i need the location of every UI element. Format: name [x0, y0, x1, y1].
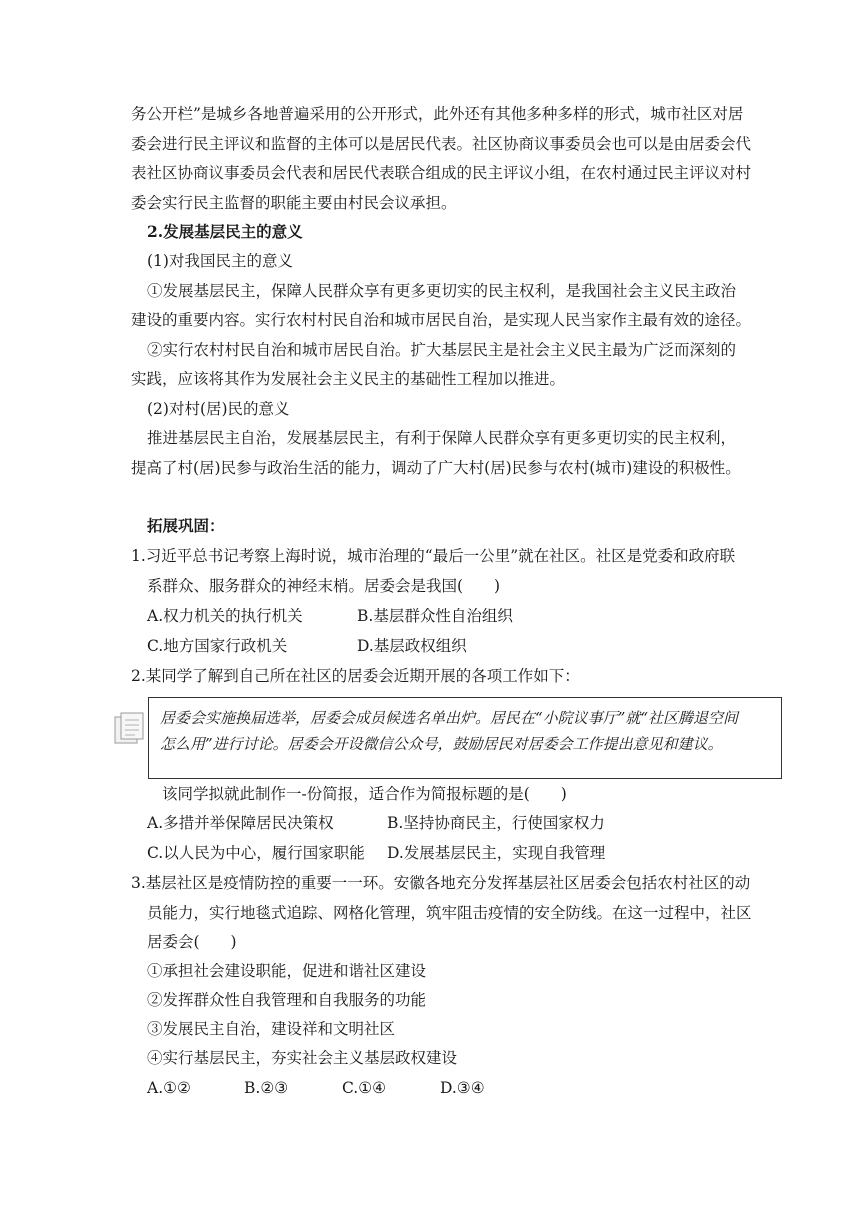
question-stem: 员能力，实行地毯式追踪、网格化管理，筑牢阻击疫情的安全防线。在这一过程中，社区	[147, 904, 752, 922]
option-b: B.基层群众性自治组织	[357, 607, 513, 625]
question-stem: 3.基层社区是疫情防控的重要一一环。安徽各地充分发挥基层社区居委会包括农村社区的动	[131, 874, 751, 892]
option-c: C.以人民为中心，履行国家职能	[147, 844, 365, 862]
option-d: D.基层政权组织	[357, 637, 467, 655]
section-heading: 2.发展基层民主的意义	[147, 222, 303, 241]
question-stem: 2.某同学了解到自己所在社区的居委会近期开展的各项工作如下：	[131, 667, 580, 685]
intro-line: 委会实行民主监督的职能主要由村民会议承担。	[131, 194, 457, 212]
exercise-heading: 拓展巩固：	[147, 516, 225, 535]
paragraph-line: 提高了村(居)民参与政治生活的能力，调动了广大村(居)民参与农村(城市)建设的积极性。	[131, 459, 741, 477]
intro-line: 委会进行民主评议和监督的主体可以是居民代表。社区协商议事委员会也可以是由居委会代	[131, 135, 752, 153]
statement-item: ①承担社会建设职能，促进和谐社区建设	[147, 962, 427, 980]
material-line: 居委会实施换届选举，居委会成员候选名单出炉。居民在“小院议事厅”就“社区腾退空间	[160, 709, 739, 727]
intro-line: 表社区协商议事委员会代表和居民代表联合组成的民主评议小组，在农村通过民主评议对村	[131, 164, 752, 182]
question-stem: 系群众、服务群众的神经末梢。居委会是我国( )	[147, 577, 501, 595]
statement-item: ④实行基层民主，夯实社会主义基层政权建设	[147, 1049, 458, 1067]
paragraph-line: 实践，应该将其作为发展社会主义民主的基础性工程加以推进。	[131, 370, 566, 388]
option-b: B.②③	[244, 1079, 289, 1097]
paragraph-line: ②实行农村村民自治和城市居民自治。扩大基层民主是社会主义民主最为广泛而深刻的	[147, 341, 737, 359]
statement-item: ③发展民主自治，建设祥和文明社区	[147, 1020, 396, 1038]
option-d: D.③④	[440, 1079, 485, 1097]
intro-line: 务公开栏”是城乡各地普遍采用的公开形式，此外还有其他多种多样的形式，城市社区对居	[131, 105, 744, 123]
paragraph-line: ①发展基层民主，保障人民群众享有更多更切实的民主权利，是我国社会主义民主政治	[147, 282, 737, 300]
option-c: C.地方国家行政机关	[147, 637, 288, 655]
question-stem: 居委会( )	[147, 933, 237, 951]
option-d: D.发展基层民主，实现自我管理	[387, 844, 606, 862]
option-a: A.权力机关的执行机关	[147, 607, 303, 625]
question-followup: 该同学拟就此制作一-份简报，适合作为简报标题的是( )	[162, 785, 567, 803]
option-a: A.多措并举保障居民决策权	[147, 814, 334, 832]
question-stem: 1.习近平总书记考察上海时说，城市治理的“最后一公里”就在社区。社区是党委和政府联	[131, 547, 736, 565]
subheading: (1)对我国民主的意义	[147, 252, 293, 270]
option-c: C.①④	[342, 1079, 387, 1097]
option-a: A.①②	[147, 1079, 191, 1097]
document-icon	[113, 711, 153, 745]
option-b: B.坚持协商民主，行使国家权力	[387, 814, 605, 832]
statement-item: ②发挥群众性自我管理和自我服务的功能	[147, 991, 427, 1009]
paragraph-line: 推进基层民主自治，发展基层民主，有利于保障人民群众享有更多更切实的民主权利，	[147, 429, 737, 447]
subheading: (2)对村(居)民的意义	[147, 400, 290, 418]
paragraph-line: 建设的重要内容。实行农村村民自治和城市居民自治，是实现人民当家作主最有效的途径。	[131, 311, 752, 329]
material-line: 怎么用”进行讨论。居委会开设微信公众号，鼓励居民对居委会工作提出意见和建议。	[160, 735, 723, 753]
